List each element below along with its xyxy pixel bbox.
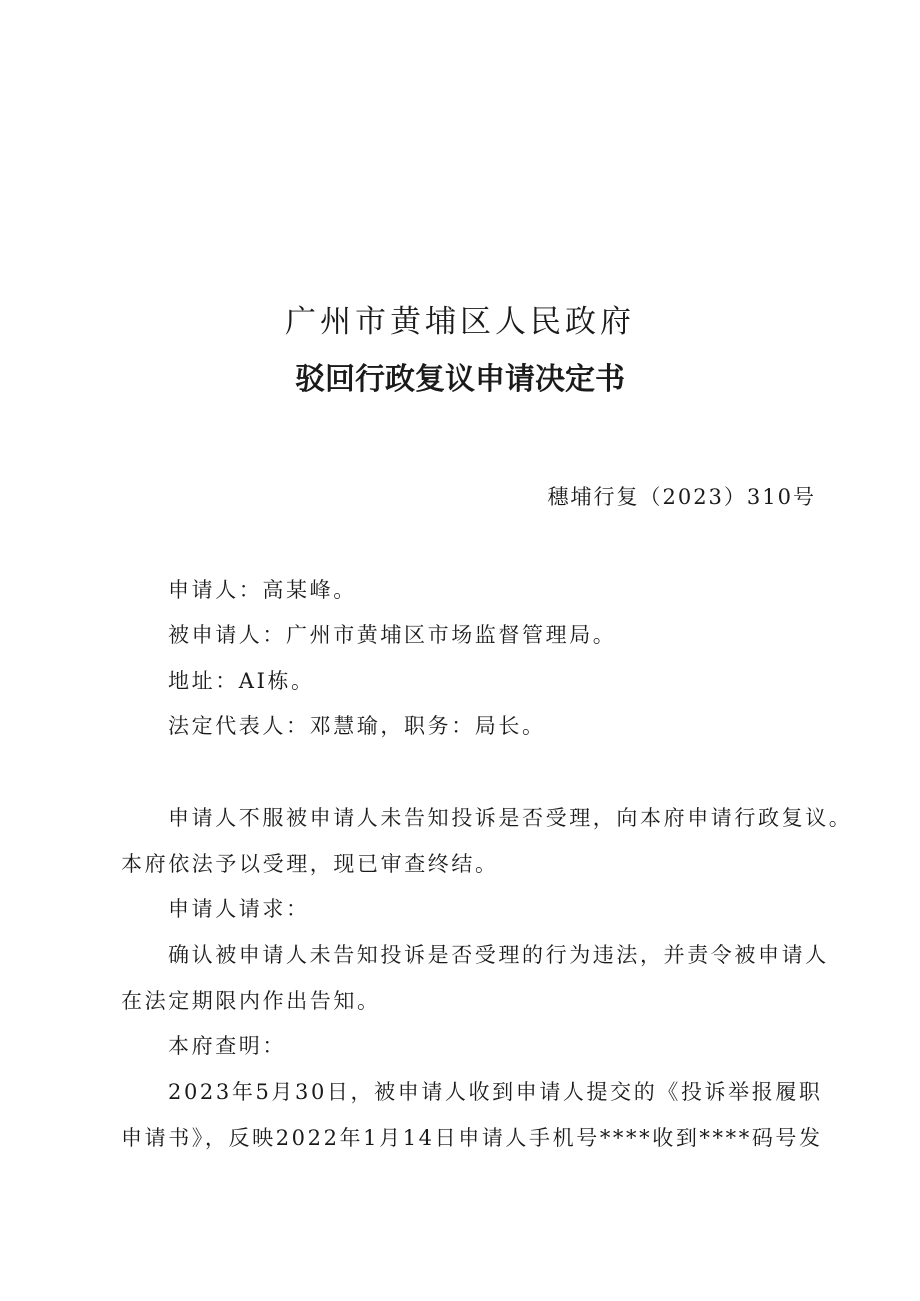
- document-number: 穗埔行复（2023）310号: [547, 485, 816, 509]
- applicant-line: 申请人：高某峰。: [168, 578, 357, 602]
- representative-line: 法定代表人：邓慧瑜，职务：局长。: [168, 714, 546, 738]
- paragraph-line: 2023年5月30日，被申请人收到申请人提交的《投诉举报履职: [168, 1080, 823, 1104]
- address-line: 地址：AI栋。: [168, 669, 315, 693]
- paragraph-line: 本府依法予以受理，现已审查终结。: [121, 852, 499, 876]
- paragraph-line: 申请人不服被申请人未告知投诉是否受理，向本府申请行政复议。: [168, 806, 853, 830]
- paragraph-line: 确认被申请人未告知投诉是否受理的行为违法，并责令被申请人: [168, 943, 829, 967]
- respondent-line: 被申请人：广州市黄埔区市场监督管理局。: [168, 623, 617, 647]
- findings-heading: 本府查明：: [168, 1034, 286, 1058]
- paragraph-line: 在法定期限内作出告知。: [121, 989, 381, 1013]
- document-title: 驳回行政复议申请决定书: [295, 362, 625, 397]
- request-heading: 申请人请求：: [168, 897, 310, 921]
- authority-title: 广州市黄埔区人民政府: [285, 304, 635, 340]
- paragraph-line: 申请书》，反映2022年1月14日申请人手机号****收到****码号发: [121, 1126, 823, 1150]
